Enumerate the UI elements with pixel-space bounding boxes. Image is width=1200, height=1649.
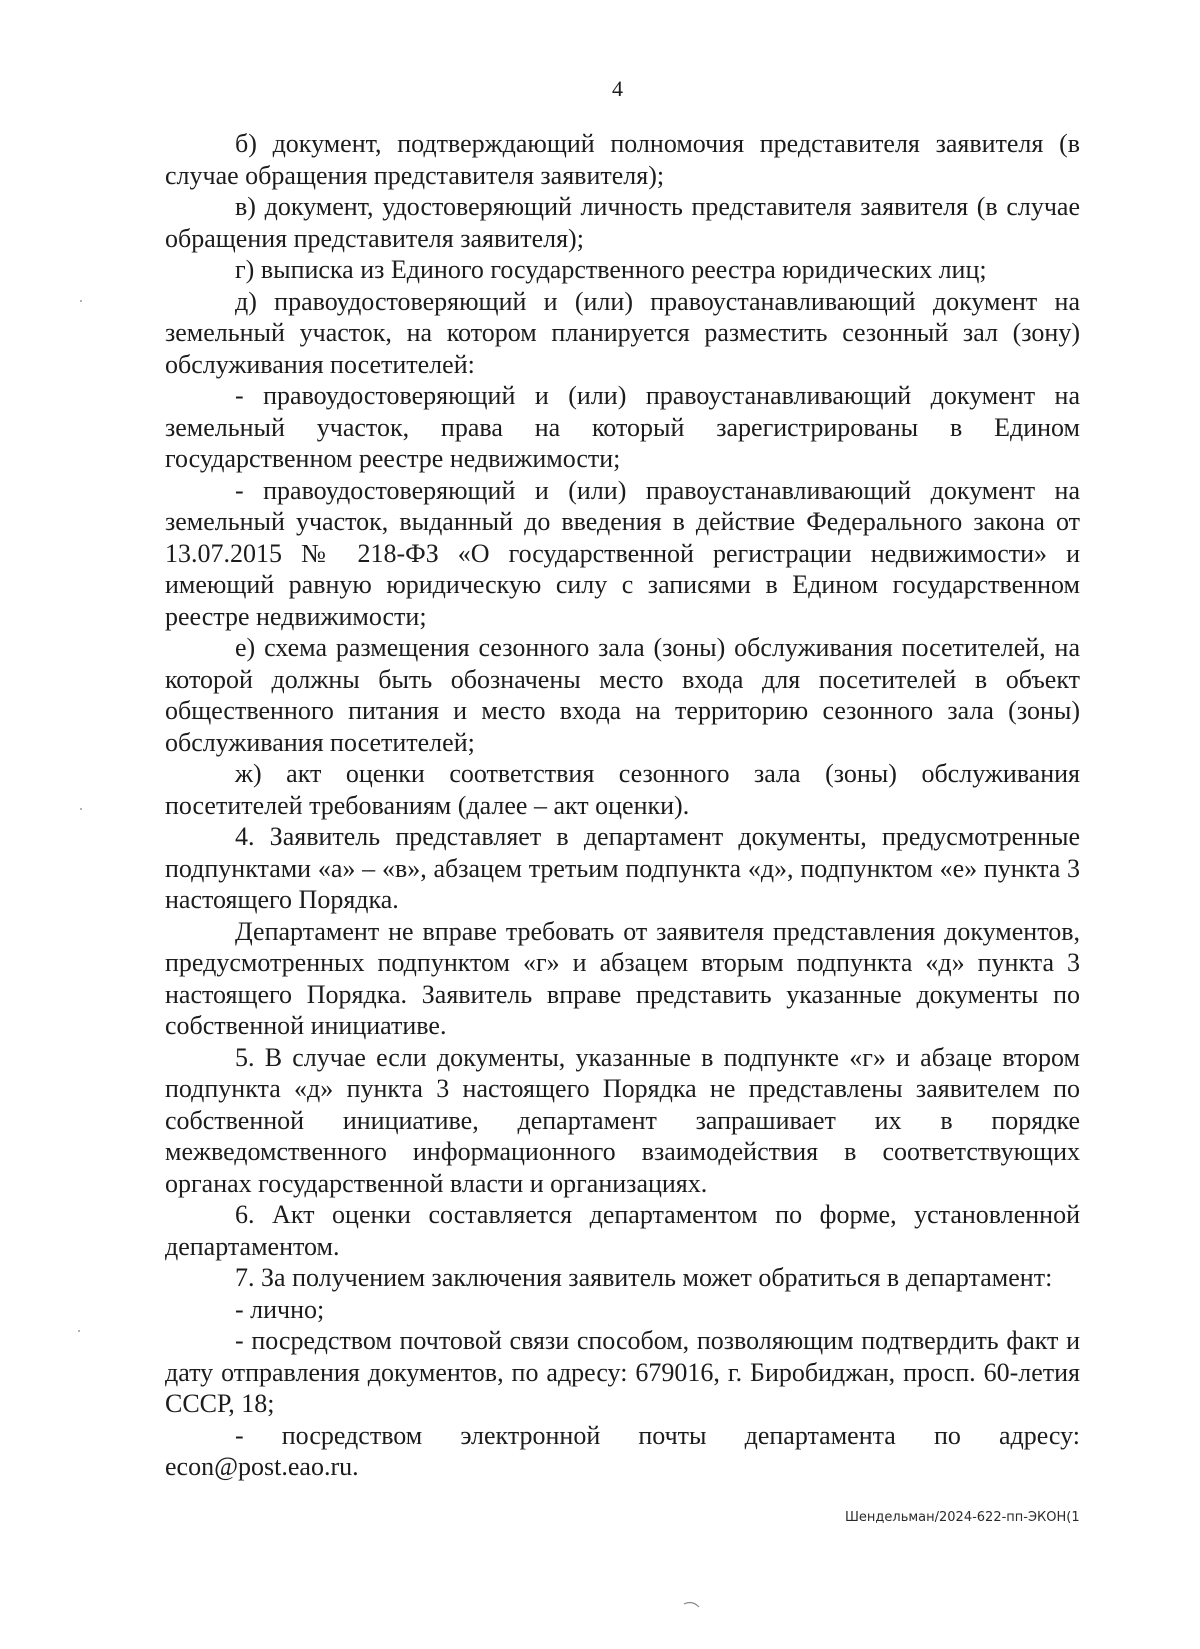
paragraph-item-7-by-post: - посредством почтовой связи способом, позволяющим подтвердить факт и дату отправления документов, по адресу: 679016, г. Биробиджан, просп. 60-летия СССР, 18; — [165, 1326, 1080, 1418]
paragraph-item-5: 5. В случае если документы, указанные в подпункте «г» и абзаце втором подпункта «д» пункта 3 настоящего Порядка не представлены заявителем по собственной инициативе, департамент запрашивает их в порядке межведомственного информационного взаимодействия в соответствующих органах государственной власти и организациях. — [165, 1042, 1080, 1198]
paragraph-subitem-g: г) выписка из Единого государственного реестра юридических лиц; — [235, 255, 987, 284]
scan-speck — [80, 300, 82, 302]
paragraph-item-4-part-2: Департамент не вправе требовать от заявителя представления документов, предусмотренных подпунктом «г» и абзацем вторым подпункта «д» пункта 3 настоящего Порядка. Заявитель вправе представить указанные документы по собственной инициативе. — [165, 916, 1080, 1040]
scan-mark-icon — [682, 1600, 702, 1614]
paragraph-item-7: 7. За получением заключения заявитель может обратиться в департамент: — [235, 1263, 1053, 1292]
paragraph-item-4: 4. Заявитель представляет в департамент документы, предусмотренные подпунктами «а» – «в», абзацем третьим подпункта «д», подпунктом «е» пункта 3 настоящего Порядка. — [165, 822, 1080, 914]
document-body — [165, 128, 1080, 1483]
paragraph-subitem-zh: ж) акт оценки соответствия сезонного зала (зоны) обслуживания посетителей требованиям (далее – акт оценки). — [165, 759, 1080, 820]
paragraph-subitem-d-dash-1: - правоудостоверяющий и (или) правоустанавливающий документ на земельный участок, права на который зарегистрированы в Едином государственном реестре недвижимости; — [165, 381, 1080, 473]
page-number: 4 — [612, 76, 623, 101]
paragraph-subitem-v: в) документ, удостоверяющий личность представителя заявителя (в случае обращения представителя заявителя); — [165, 192, 1080, 253]
paragraph-subitem-d: д) правоудостоверяющий и (или) правоустанавливающий документ на земельный участок, на котором планируется разместить сезонный зал (зону) обслуживания посетителей: — [165, 286, 1080, 379]
paragraph-item-7-by-email: - посредством электронной почты департамента по адресу: econ@post.eao.ru. — [165, 1420, 1080, 1481]
paragraph-subitem-b: б) документ, подтверждающий полномочия представителя заявителя (в случае обращения представителя заявителя); — [165, 129, 1080, 190]
scan-speck — [80, 808, 82, 810]
document-registration-code: Шендельман/2024-622-пп-ЭКОН(1 — [845, 1510, 1080, 1525]
paragraph-subitem-e: е) схема размещения сезонного зала (зоны) обслуживания посетителей, на которой должны быть обозначены место входа для посетителей в объект общественного питания и место входа на территорию сезонного зала (зоны) обслуживания посетителей; — [165, 633, 1080, 757]
paragraph-item-7-in-person: - лично; — [235, 1294, 325, 1324]
paragraph-subitem-d-dash-2: - правоудостоверяющий и (или) правоустанавливающий документ на земельный участок, выданный до введения в действие Федерального закона от 13.07.2015 № 218-ФЗ «О государственной регистрации недвижимости» и имеющий равную юридическую силу с записями в Едином государственном реестре недвижимости; — [165, 475, 1080, 631]
scan-speck — [78, 1330, 80, 1332]
paragraph-item-6: 6. Акт оценки составляется департаментом по форме, установленной департаментом. — [165, 1200, 1080, 1261]
